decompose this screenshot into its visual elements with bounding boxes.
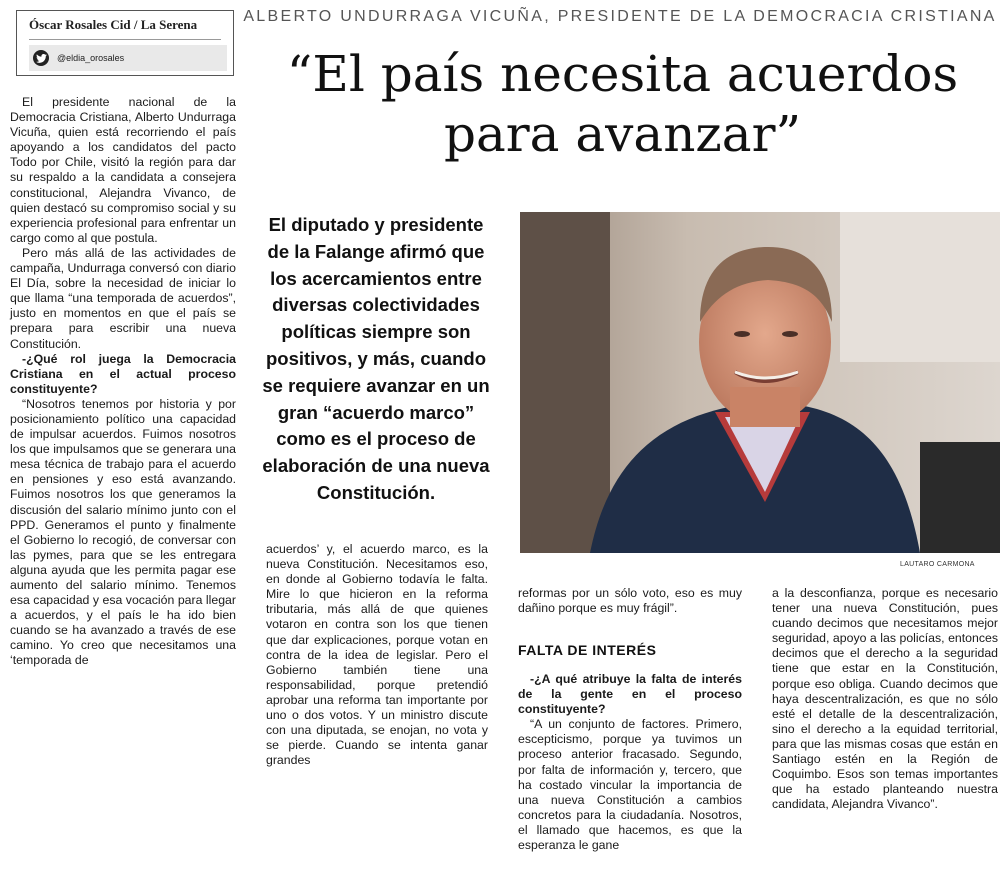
column-4 xyxy=(772,586,998,812)
byline-author: Óscar Rosales Cid / La Serena xyxy=(29,17,198,32)
column-1 xyxy=(10,95,236,669)
answer-1-continued: acuerdos’ y, el acuerdo marco, es la nueva Constitución. Necesitamos eso, en donde al Gobierno todavía le falta. Mire lo que hicieron en la reforma tributaria, más allá de que quienes votaron en contra son los que tienen que dar explicaciones, porque votan en contra de la idea de legislar. Pero el Gobierno también tiene una responsabilidad, porque pretendió aprobar una reforma tan importante por uno o dos votos. Y un ministro discute con una diputada, se enojan, no vota y se pierde. Cuando se intenta ganar grandes xyxy=(266,542,488,768)
column-3 xyxy=(518,586,742,616)
twitter-handle-bar xyxy=(29,45,227,71)
byline-box xyxy=(16,10,234,76)
twitter-handle: @eldia_orosales xyxy=(57,53,125,63)
headline xyxy=(245,44,1000,164)
paragraph-intro: El presidente nacional de la Democracia Cristiana, Alberto Undurraga Vicuña, quien está recorriendo el país apoyando a los candidatos del pacto Todo por Chile, visitó la región para dar su respaldo a la candidata a consejera constitucional, Alejandra Vivanco, de quien destacó su compromiso social y su experiencia profesional para enfrentar un cargo como al que postula. xyxy=(10,95,236,245)
paragraph-context: Pero más allá de las actividades de campaña, Undurraga conversó con diario El Día, sobre la necesidad de iniciar lo que llama “una temporada de acuerdos”, justo en momentos en que el país se prepara para escribir una nueva Constitución. xyxy=(10,245,236,351)
answer-1: “Nosotros tenemos por historia y por posicionamiento político una capacidad de impulsar acuerdos. Fuimos nosotros los que impulsamos que se generara una mesa técnica de trabajo para el acuerdo en pensiones y eso está avanzando. Fuimos nosotros los que generamos la discusión del salario mínimo junto con el PPD. Generamos el punto y finalmente el Gobierno lo recogió, de conversar con las pymes, para que se les entregara alguna ayuda que les permita pagar ese aumento del salario mínimo. Tenemos esa capacidad y esa vocación para llegar a acuerdos, y el país le ha ido bien cuando se ha avanzado a través de ese camino. Yo creo que necesitamos una ‘temporada de xyxy=(10,396,236,668)
kicker: ALBERTO UNDURRAGA VICUÑA, PRESIDENTE DE LA DEMOCRACIA CRISTIANA xyxy=(243,8,997,25)
headline-line-1: “El país necesita acuerdos xyxy=(286,45,959,103)
column-3-qa xyxy=(518,672,742,853)
answer-1-end: reformas por un sólo voto, eso es muy dañino porque es muy frágil”. xyxy=(518,586,742,616)
column-2 xyxy=(266,542,488,768)
byline-divider xyxy=(29,39,221,40)
section-subhead: FALTA DE INTERÉS xyxy=(518,642,657,658)
portrait-photo xyxy=(520,212,1000,553)
headline-line-2: para avanzar” xyxy=(443,105,802,163)
question-1: -¿Qué rol juega la Democracia Cristiana en el actual proceso constituyente? xyxy=(10,351,236,396)
answer-2-continued: a la desconfianza, porque es necesario tener una nueva Constitución, pues cuando decimos que necesitamos mejor seguridad, apoyo a las policías, entonces decimos que el derecho a la seguridad tiene que estar en la Constitución, porque eso obliga. Cuando decimos que haya descentralización, es que no sólo esté el detalle de la descentralización, sino el derecho a la equidad territorial, para que las mismas cosas que están en Santiago estén en la Región de Coquimbo. Esos son temas importantes que ha estado planteando nuestra candidata, Alejandra Vivanco”. xyxy=(772,586,998,812)
answer-2: “A un conjunto de factores. Primero, escepticismo, porque ya tuvimos un proceso anterior fracasado. Segundo, por falta de información y, tercero, que ha costado vincular la importancia de una nueva Constitución a cambios concretos para la ciudadanía. Nosotros, el llamado que hacemos, es que la esperanza le gane xyxy=(518,717,742,853)
question-2: -¿A qué atribuye la falta de interés de la gente en el proceso constituyente? xyxy=(518,672,742,717)
photo-credit: LAUTARO CARMONA xyxy=(900,561,975,568)
deck-summary: El diputado y presidente de la Falange afirmó que los acercamientos entre diversas colectividades políticas siempre son positivos, y más, cuando se requiere avanzar en un gran “acuerdo marco” como es el proceso de elaboración de una nueva Constitución. xyxy=(262,214,490,503)
twitter-bird-icon xyxy=(33,50,49,66)
